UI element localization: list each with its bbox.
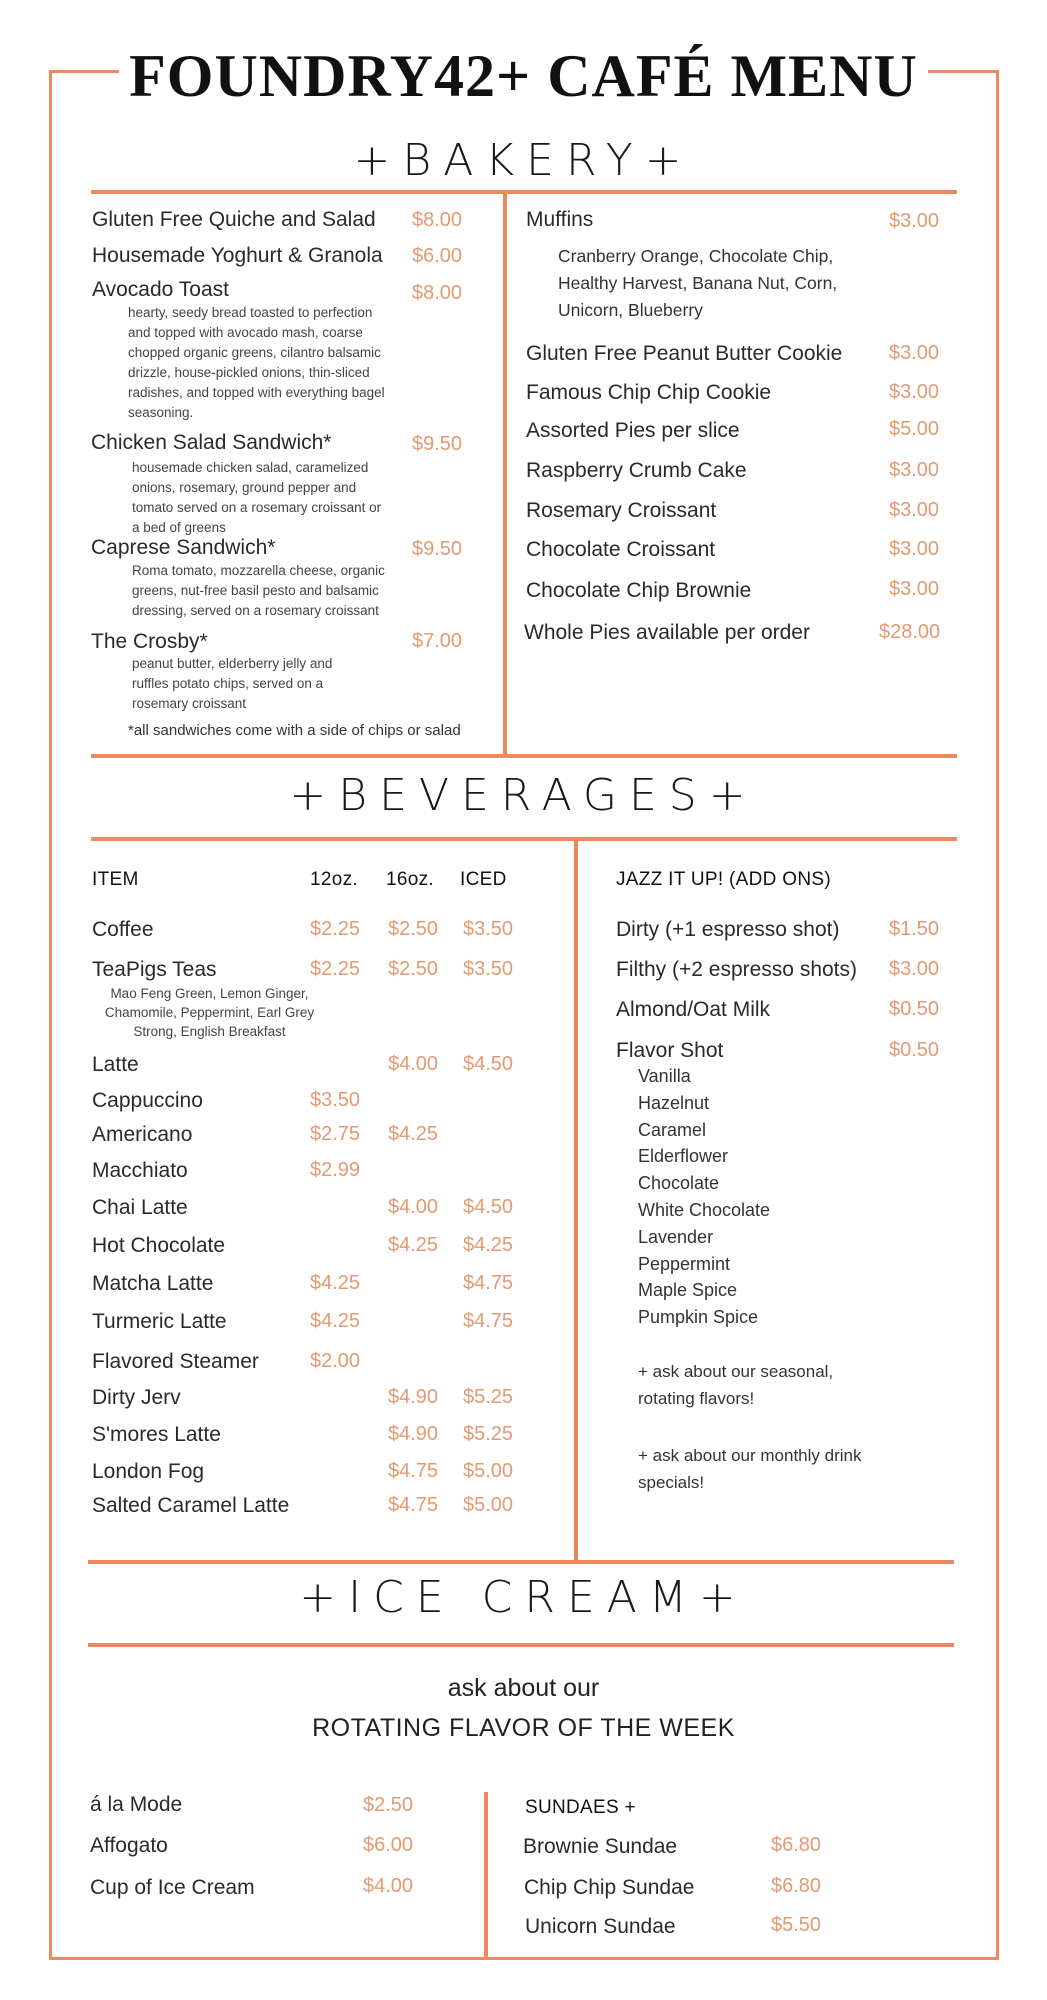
price-12oz: $2.00	[310, 1350, 361, 1372]
ice-cream-top-rule	[88, 1643, 954, 1647]
price-16oz: $4.90	[388, 1423, 439, 1445]
addon-name: Almond/Oat Milk	[616, 998, 771, 1021]
ice-cream-column-divider	[484, 1792, 488, 1960]
menu-item-name: á la Mode	[90, 1793, 183, 1816]
price-12oz: $2.75	[310, 1123, 361, 1145]
beverage-name: Dirty Jerv	[92, 1386, 181, 1409]
flavor-option: Maple Spice	[638, 1280, 738, 1301]
beverage-name: London Fog	[92, 1460, 205, 1483]
addon-name: Filthy (+2 espresso shots)	[616, 958, 858, 981]
menu-item-price: $3.00	[889, 538, 940, 560]
menu-item-price: $3.00	[889, 342, 940, 364]
flavor-option: Lavender	[638, 1226, 714, 1247]
menu-item-name: Avocado Toast	[92, 278, 229, 301]
seasonal-note: + ask about our seasonal, rotating flavors!	[638, 1362, 834, 1408]
price-iced: $5.00	[463, 1460, 514, 1482]
price-16oz: $4.75	[388, 1494, 439, 1516]
addon-price: $1.50	[889, 918, 940, 940]
beverages-top-rule	[91, 837, 957, 841]
price-iced: $4.50	[463, 1053, 514, 1075]
menu-item-price: $5.00	[889, 418, 940, 440]
price-iced: $5.25	[463, 1423, 514, 1445]
price-12oz: $4.25	[310, 1272, 361, 1294]
price-16oz: $4.75	[388, 1460, 439, 1482]
menu-item-name: Whole Pies available per order	[524, 621, 810, 644]
price-iced: $5.25	[463, 1386, 514, 1408]
flavor-option: Peppermint	[638, 1253, 731, 1274]
menu-item-description: Cranberry Orange, Chocolate Chip, Healthy Harvest, Banana Nut, Corn, Unicorn, Blueberry	[558, 246, 838, 320]
menu-item-name: Chocolate Chip Brownie	[526, 579, 752, 602]
menu-item-name: Brownie Sundae	[523, 1835, 678, 1858]
beverage-column-item: ITEM	[92, 869, 139, 890]
price-16oz: $2.50	[388, 918, 439, 940]
menu-item-price: $3.00	[889, 499, 940, 521]
price-16oz: $4.00	[388, 1196, 439, 1218]
flavor-option: White Chocolate	[638, 1200, 771, 1220]
menu-item-name: Gluten Free Quiche and Salad	[92, 208, 376, 231]
price-12oz: $2.25	[310, 918, 361, 940]
ice-cream-heading: +ICE CREAM+	[299, 1572, 748, 1623]
price-iced: $5.00	[463, 1494, 514, 1516]
beverages-bottom-rule	[88, 1560, 954, 1564]
menu-item-description: peanut butter, elderberry jelly and ruffles potato chips, served on a rosemary croissant	[132, 656, 333, 711]
menu-item-price: $8.00	[412, 209, 463, 231]
flavor-option: Vanilla	[638, 1066, 691, 1086]
menu-item-name: Famous Chip Chip Cookie	[526, 381, 772, 404]
beverage-name: TeaPigs Teas	[92, 958, 217, 981]
bakery-column-divider	[503, 192, 507, 756]
beverages-heading: +BEVERAGES+	[289, 770, 758, 821]
flavor-option: Pumpkin Spice	[638, 1307, 759, 1328]
menu-item-name: Unicorn Sundae	[525, 1915, 676, 1938]
flavor-option: Caramel	[638, 1119, 707, 1140]
flavor-option: Elderflower	[638, 1146, 729, 1167]
price-iced: $4.75	[463, 1272, 514, 1294]
menu-item-description: housemade chicken salad, caramelized onions, rosemary, ground pepper and tomato served on a rosemary croissant or a bed of greens	[132, 460, 382, 535]
flavor-option: Hazelnut	[638, 1092, 710, 1113]
price-12oz: $4.25	[310, 1310, 361, 1332]
menu-item-price: $28.00	[879, 621, 941, 643]
price-iced: $4.75	[463, 1310, 514, 1332]
menu-item-name: Affogato	[90, 1834, 168, 1857]
menu-item-price: $2.50	[363, 1794, 414, 1816]
beverage-name: Matcha Latte	[92, 1272, 214, 1295]
price-16oz: $4.25	[388, 1234, 439, 1256]
menu-item-name: Muffins	[526, 208, 594, 231]
menu-item-name: Raspberry Crumb Cake	[526, 459, 747, 482]
price-16oz: $4.00	[388, 1053, 439, 1075]
menu-item-price: $7.00	[412, 630, 463, 652]
menu-item-name: Housemade Yoghurt & Granola	[92, 244, 383, 267]
menu-item-name: Chip Chip Sundae	[524, 1876, 695, 1899]
price-iced: $3.50	[463, 918, 514, 940]
beverage-column-iced: ICED	[460, 869, 507, 890]
sandwich-footnote: *all sandwiches come with a side of chips or salad	[128, 722, 461, 739]
addon-name: Dirty (+1 espresso shot)	[616, 918, 840, 941]
beverage-name: Salted Caramel Latte	[92, 1494, 290, 1517]
menu-item-description: Roma tomato, mozzarella cheese, organic greens, nut-free basil pesto and balsamic dressing, served on a rosemary croissant	[132, 563, 385, 618]
menu-title: FOUNDRY42+ CAFÉ MENU	[0, 36, 1047, 116]
addons-heading: JAZZ IT UP! (ADD ONS)	[616, 869, 831, 890]
bakery-bottom-rule	[91, 754, 957, 758]
price-16oz: $4.25	[388, 1123, 439, 1145]
beverage-name: Cappuccino	[92, 1089, 203, 1112]
addon-price: $3.00	[889, 958, 940, 980]
beverage-column-12oz: 12oz.	[310, 869, 358, 890]
price-16oz: $4.90	[388, 1386, 439, 1408]
specials-note: + ask about our monthly drink specials!	[638, 1446, 862, 1492]
menu-item-price: $3.00	[889, 210, 940, 232]
menu-item-name: Assorted Pies per slice	[526, 419, 740, 442]
beverage-name: Turmeric Latte	[92, 1310, 227, 1333]
price-iced: $4.50	[463, 1196, 514, 1218]
beverage-name: Coffee	[92, 918, 154, 941]
menu-item-price: $9.50	[412, 433, 463, 455]
bakery-heading: +BAKERY+	[353, 135, 694, 186]
price-iced: $3.50	[463, 958, 514, 980]
menu-item-price: $6.80	[771, 1834, 822, 1856]
menu-item-name: Gluten Free Peanut Butter Cookie	[526, 342, 843, 365]
sundaes-heading: SUNDAES +	[525, 1797, 636, 1818]
addon-price: $0.50	[889, 1039, 940, 1061]
beverage-name: Latte	[92, 1053, 139, 1076]
menu-item-price: $6.00	[363, 1834, 414, 1856]
beverage-name: Hot Chocolate	[92, 1234, 226, 1257]
menu-item-price: $3.00	[889, 459, 940, 481]
menu-item-price: $5.50	[771, 1914, 822, 1936]
beverage-name: Chai Latte	[92, 1196, 188, 1219]
price-12oz: $2.99	[310, 1159, 361, 1181]
menu-item-description: hearty, seedy bread toasted to perfection and topped with avocado mash, coarse chopped organic greens, cilantro balsamic drizzle, house-pickled onions, thin-sliced radishes, and topped with everything bagel seasoning.	[128, 305, 385, 420]
menu-item-name: Caprese Sandwich*	[91, 536, 276, 559]
beverage-name: Macchiato	[92, 1159, 188, 1182]
addon-price: $0.50	[889, 998, 940, 1020]
addon-name: Flavor Shot	[616, 1039, 724, 1062]
beverage-name: S'mores Latte	[92, 1423, 221, 1446]
menu-item-name: Chocolate Croissant	[526, 538, 716, 561]
menu-item-price: $6.00	[412, 245, 463, 267]
beverages-column-divider	[574, 839, 578, 1563]
bakery-top-rule	[91, 190, 957, 194]
menu-item-name: Rosemary Croissant	[526, 499, 717, 522]
menu-item-name: Chicken Salad Sandwich*	[91, 431, 332, 454]
menu-item-price: $8.00	[412, 282, 463, 304]
price-12oz: $3.50	[310, 1089, 361, 1111]
menu-item-price: $6.80	[771, 1875, 822, 1897]
price-16oz: $2.50	[388, 958, 439, 980]
rotating-flavor-title: ROTATING FLAVOR OF THE WEEK	[312, 1714, 735, 1742]
menu-item-price: $3.00	[889, 578, 940, 600]
menu-item-price: $9.50	[412, 538, 463, 560]
menu-item-price: $4.00	[363, 1875, 414, 1897]
rotating-flavor-intro: ask about our	[447, 1674, 600, 1702]
beverage-column-16oz: 16oz.	[386, 869, 434, 890]
price-iced: $4.25	[463, 1234, 514, 1256]
price-12oz: $2.25	[310, 958, 361, 980]
menu-item-name: Cup of Ice Cream	[90, 1876, 255, 1899]
menu-item-price: $3.00	[889, 381, 940, 403]
beverage-description: Mao Feng Green, Lemon Ginger, Chamomile, Peppermint, Earl Grey Strong, English Breakfast	[104, 986, 315, 1039]
beverage-name: Flavored Steamer	[92, 1350, 259, 1373]
menu-item-name: The Crosby*	[91, 630, 208, 653]
flavor-option: Chocolate	[638, 1173, 720, 1194]
beverage-name: Americano	[92, 1123, 193, 1146]
